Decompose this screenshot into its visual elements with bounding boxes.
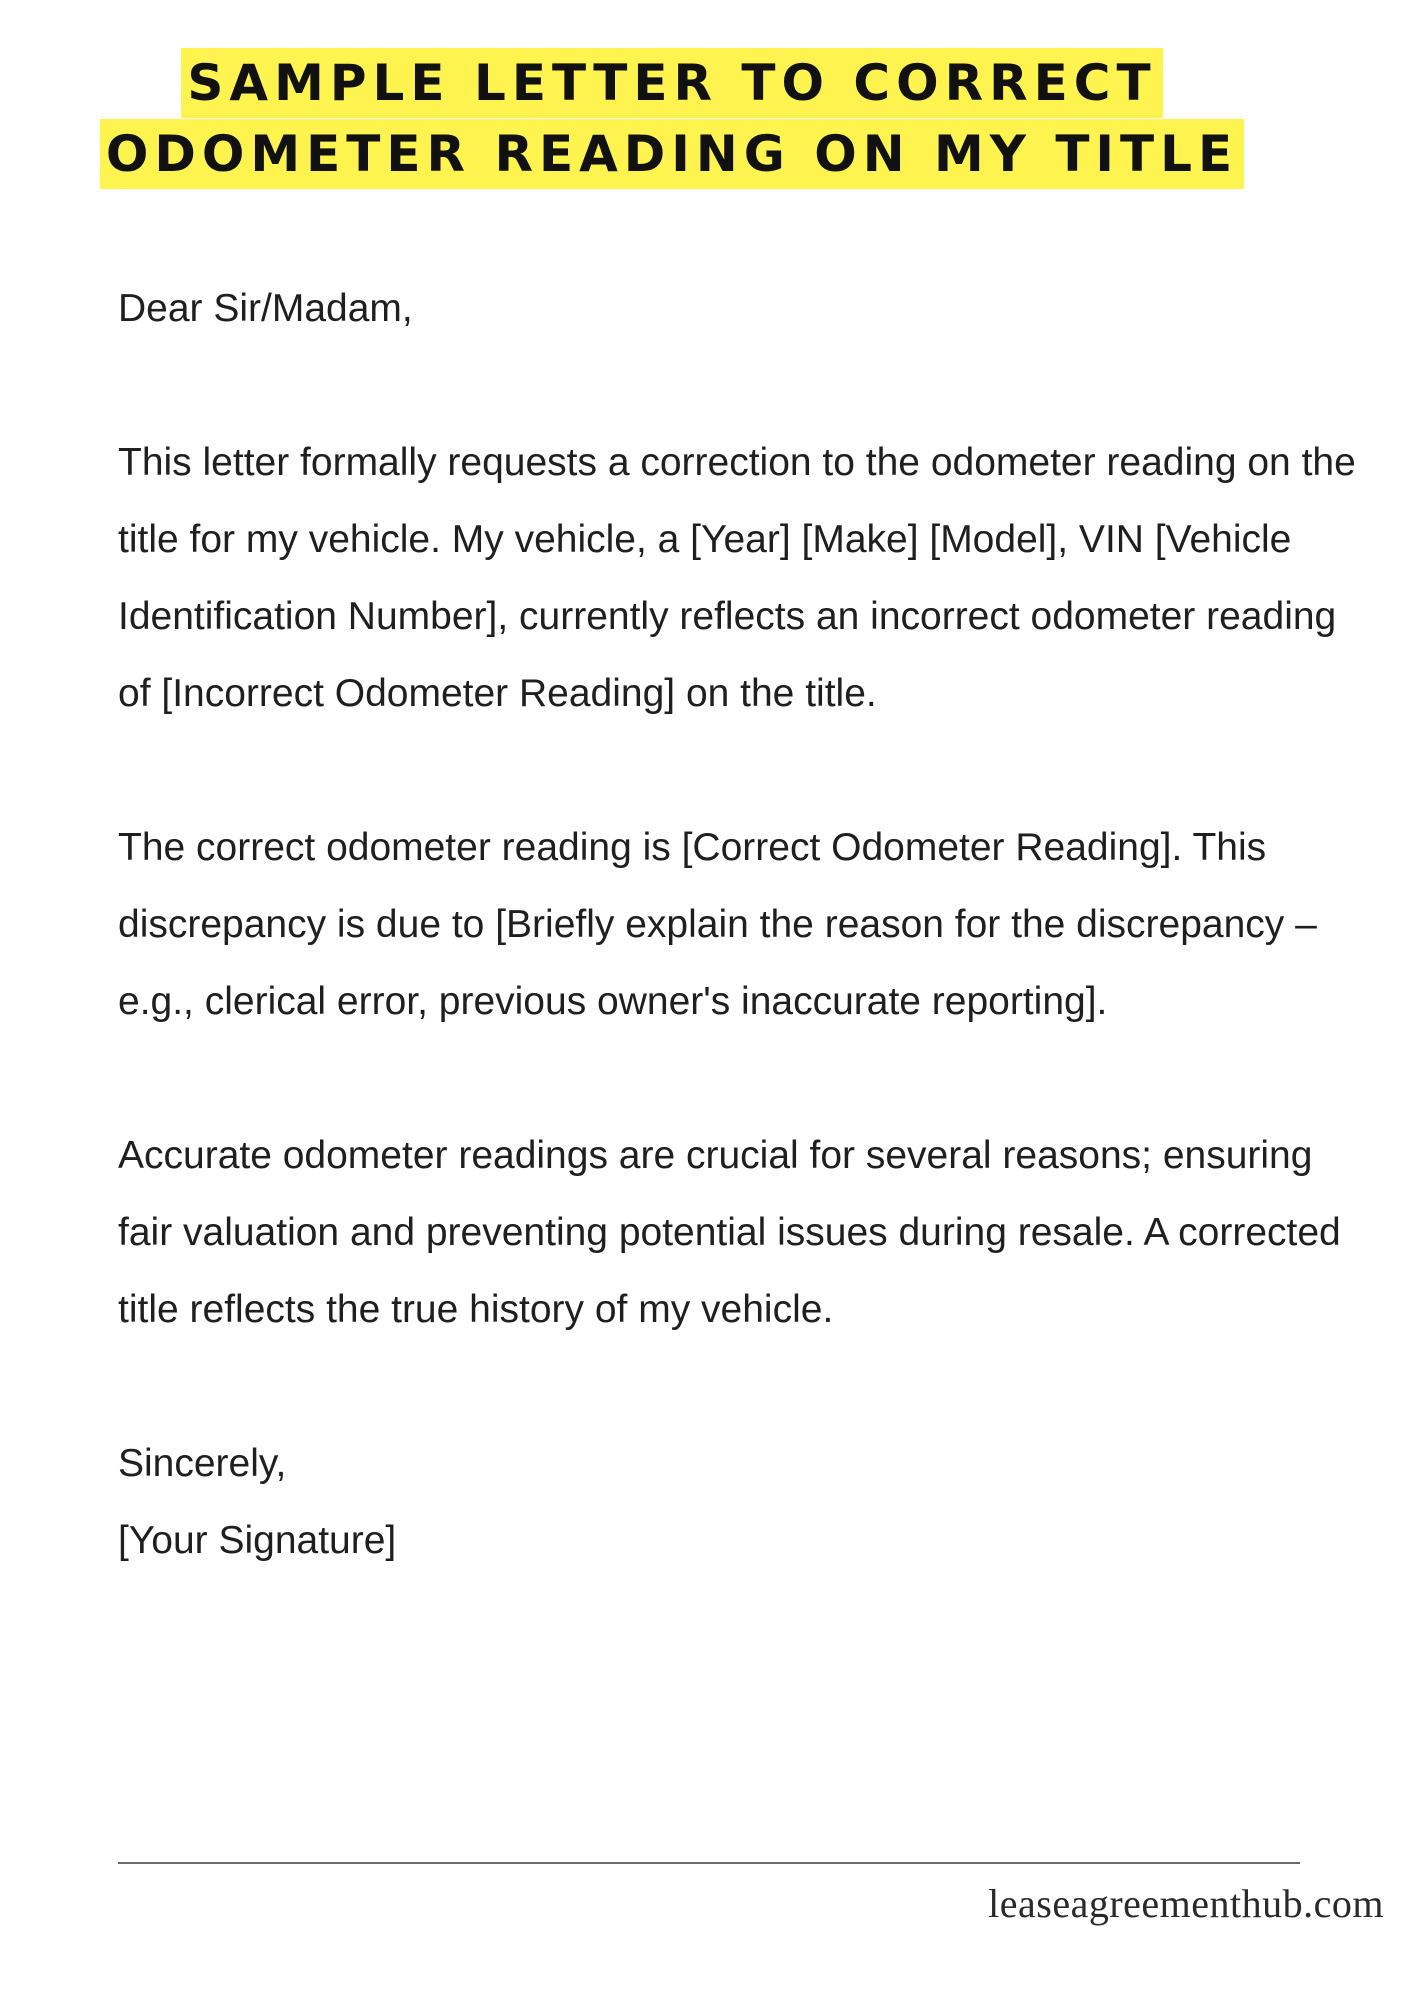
footer-divider xyxy=(118,1862,1300,1864)
signature: [Your Signature] xyxy=(118,1519,397,1562)
document-title xyxy=(0,48,1414,189)
salutation: Dear Sir/Madam, xyxy=(118,287,413,330)
title-line-1: SAMPLE LETTER TO CORRECT xyxy=(181,48,1162,118)
closing: Sincerely, xyxy=(118,1442,287,1485)
title-line-2: ODOMETER READING ON MY TITLE xyxy=(100,119,1244,189)
letter-body xyxy=(118,270,1358,1579)
paragraph-importance: Accurate odometer readings are crucial for several reasons; ensuring fair valuation and preventing potential issues during resale. A corrected title reflects the true history of my vehicle. xyxy=(118,1134,1341,1331)
paragraph-request: This letter formally requests a correction to the odometer reading on the title for my vehicle. My vehicle, a [Year] [Make] [Model], VIN [Vehicle Identification Number], currently reflects an incorrect odometer reading of [Incorrect Odometer Reading] on the title. xyxy=(118,441,1356,715)
paragraph-correction: The correct odometer reading is [Correct Odometer Reading]. This discrepancy is due to [Briefly explain the reason for the discrepancy – e.g., clerical error, previous owner's inaccurate reporting]. xyxy=(118,826,1317,1023)
website-footer: leaseagreementhub.com xyxy=(988,1881,1384,1926)
